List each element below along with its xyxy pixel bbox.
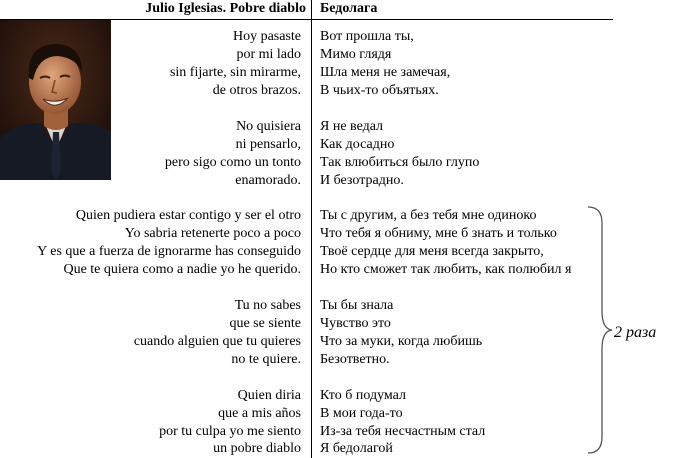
curly-brace-icon <box>584 205 614 455</box>
russian-line: Как досадно <box>320 137 395 152</box>
spanish-line: por tu culpa yo me siento <box>159 424 301 439</box>
russian-line: Ты с другим, а без тебя мне одиноко <box>320 208 537 223</box>
repeat-note: 2 раза <box>614 324 657 341</box>
spanish-line: Que te quiera como a nadie yo he querido. <box>63 262 301 277</box>
spanish-line: Y es que a fuerza de ignorarme has conseguido <box>37 244 301 259</box>
spanish-line: que se siente <box>229 316 301 331</box>
russian-line: Вот прошла ты, <box>320 29 414 44</box>
spanish-line: Quien diria <box>237 388 301 403</box>
spanish-line: Hoy pasaste <box>232 29 301 44</box>
spanish-line: que a mis años <box>218 406 301 421</box>
spanish-line: un pobre diablo <box>213 441 301 456</box>
russian-line: И безотрадно. <box>320 173 404 188</box>
spanish-line: enamorado. <box>235 173 301 188</box>
russian-line: Шла меня не замечая, <box>320 65 451 80</box>
singer-photo <box>0 20 111 180</box>
spanish-line: no te quiere. <box>231 352 301 367</box>
spanish-line: de otros brazos. <box>212 83 301 98</box>
spanish-line: Yo sabria retenerte poco a poco <box>124 226 301 241</box>
russian-line: Что тебя я обниму, мне б знать и только <box>320 226 557 241</box>
spanish-line: ni pensarlo, <box>235 137 301 152</box>
russian-line: Кто б подумал <box>320 388 406 403</box>
russian-line: Твоё сердце для меня всегда закрыто, <box>320 244 544 259</box>
russian-line: Ты бы знала <box>320 298 394 313</box>
russian-line: Я не ведал <box>320 119 384 134</box>
russian-line: В чьих-то объятьях. <box>320 83 439 98</box>
spanish-line: cuando alguien que tu quieres <box>133 334 301 349</box>
russian-line: В мои года-то <box>320 406 403 421</box>
spanish-line: pero sigo como un tonto <box>164 155 301 170</box>
spanish-line: Tu no sabes <box>234 298 301 313</box>
russian-line: Из-за тебя несчастным стал <box>320 424 486 439</box>
russian-line: Безответно. <box>320 352 390 367</box>
russian-title: Бедолага <box>320 1 378 16</box>
spanish-line: No quisiera <box>236 119 301 134</box>
russian-line: Но кто сможет так любить, как полюбил я <box>320 262 572 277</box>
column-divider <box>311 0 312 458</box>
russian-line: Чувство это <box>320 316 391 331</box>
spanish-line: por mi lado <box>236 47 301 62</box>
singer-portrait-icon <box>0 20 111 180</box>
spanish-line: sin fijarte, sin mirarme, <box>169 65 301 80</box>
russian-line: Так влюбиться было глупо <box>320 155 480 170</box>
spanish-line: Quien pudiera estar contigo y ser el otro <box>75 208 301 223</box>
russian-line: Мимо глядя <box>320 47 392 62</box>
russian-line: Я бедолагой <box>320 441 393 456</box>
russian-line: Что за муки, когда любишь <box>320 334 483 349</box>
spanish-title: Julio Iglesias. Pobre diablo <box>145 1 306 16</box>
